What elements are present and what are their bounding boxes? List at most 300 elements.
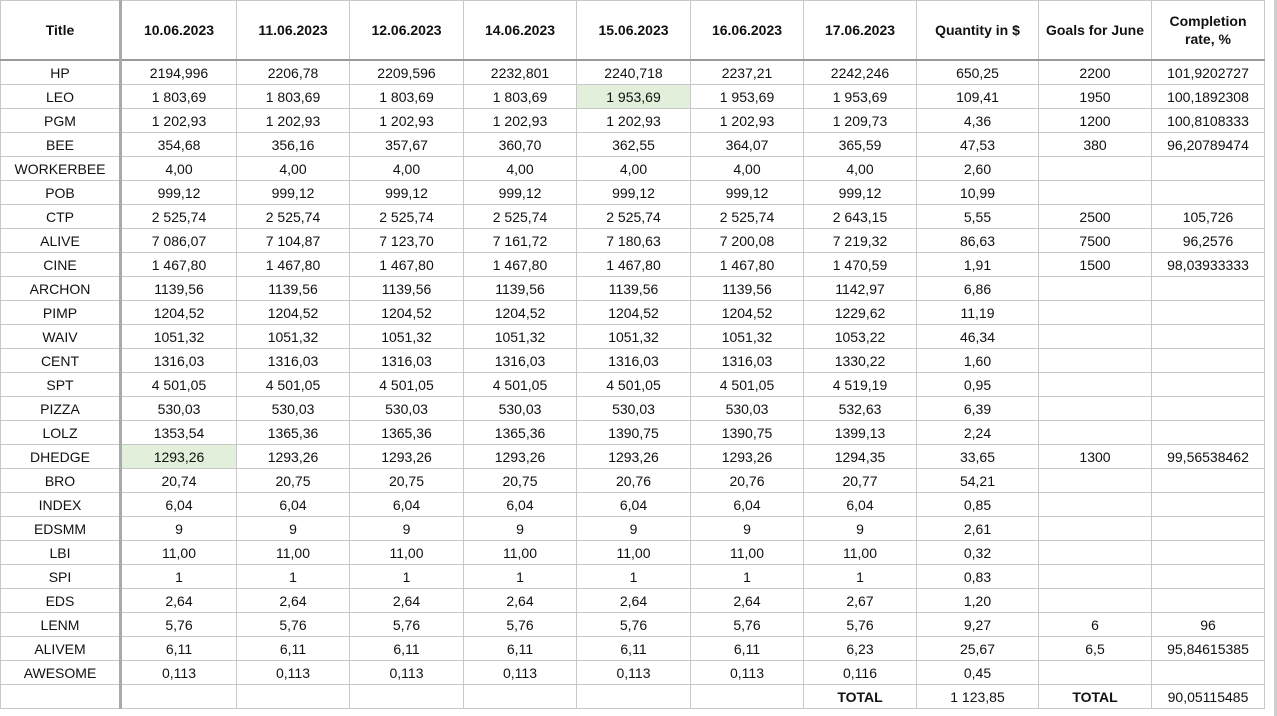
row-title-cell[interactable]: CTP bbox=[1, 205, 121, 229]
data-cell[interactable]: 2,24 bbox=[917, 421, 1039, 445]
data-cell[interactable]: 4 501,05 bbox=[577, 373, 691, 397]
data-cell[interactable]: 1204,52 bbox=[121, 301, 237, 325]
data-cell[interactable]: 6,11 bbox=[691, 637, 804, 661]
data-cell[interactable]: 1365,36 bbox=[350, 421, 464, 445]
data-cell[interactable]: 4 519,19 bbox=[804, 373, 917, 397]
data-cell[interactable]: 1 953,69 bbox=[577, 85, 691, 109]
data-cell[interactable]: 7 219,32 bbox=[804, 229, 917, 253]
row-title-cell[interactable]: LEO bbox=[1, 85, 121, 109]
data-cell[interactable]: 2240,718 bbox=[577, 60, 691, 85]
data-cell[interactable] bbox=[1152, 565, 1265, 589]
data-cell[interactable]: 1330,22 bbox=[804, 349, 917, 373]
header-cell[interactable]: 11.06.2023 bbox=[237, 1, 350, 61]
data-cell[interactable]: 1051,32 bbox=[577, 325, 691, 349]
data-cell[interactable]: 95,84615385 bbox=[1152, 637, 1265, 661]
data-cell[interactable]: 6,04 bbox=[121, 493, 237, 517]
data-cell[interactable]: 1 467,80 bbox=[691, 253, 804, 277]
data-cell[interactable]: 4,00 bbox=[464, 157, 577, 181]
data-cell[interactable]: 20,74 bbox=[121, 469, 237, 493]
header-cell[interactable]: 17.06.2023 bbox=[804, 1, 917, 61]
data-cell[interactable]: 4,00 bbox=[121, 157, 237, 181]
data-cell[interactable]: 1051,32 bbox=[237, 325, 350, 349]
data-cell[interactable]: 650,25 bbox=[917, 60, 1039, 85]
row-title-cell[interactable]: INDEX bbox=[1, 493, 121, 517]
data-cell[interactable]: 999,12 bbox=[121, 181, 237, 205]
empty-cell[interactable] bbox=[577, 685, 691, 709]
data-cell[interactable] bbox=[1039, 517, 1152, 541]
data-cell[interactable]: 2194,996 bbox=[121, 60, 237, 85]
row-title-cell[interactable]: LBI bbox=[1, 541, 121, 565]
data-cell[interactable]: 0,85 bbox=[917, 493, 1039, 517]
data-cell[interactable]: 11,00 bbox=[804, 541, 917, 565]
data-cell[interactable]: 1 bbox=[577, 565, 691, 589]
header-cell[interactable]: 16.06.2023 bbox=[691, 1, 804, 61]
empty-cell[interactable] bbox=[464, 685, 577, 709]
data-cell[interactable]: 357,67 bbox=[350, 133, 464, 157]
total-label[interactable]: TOTAL bbox=[804, 685, 917, 709]
data-cell[interactable]: 47,53 bbox=[917, 133, 1039, 157]
data-cell[interactable]: 4,00 bbox=[577, 157, 691, 181]
data-cell[interactable]: 1 209,73 bbox=[804, 109, 917, 133]
data-cell[interactable]: 2200 bbox=[1039, 60, 1152, 85]
data-cell[interactable]: 999,12 bbox=[350, 181, 464, 205]
row-title-cell[interactable]: CENT bbox=[1, 349, 121, 373]
data-cell[interactable]: 11,00 bbox=[577, 541, 691, 565]
data-cell[interactable]: 1399,13 bbox=[804, 421, 917, 445]
row-title-cell[interactable]: PIZZA bbox=[1, 397, 121, 421]
data-cell[interactable]: 4,36 bbox=[917, 109, 1039, 133]
data-cell[interactable]: 4 501,05 bbox=[121, 373, 237, 397]
data-cell[interactable]: 1300 bbox=[1039, 445, 1152, 469]
data-cell[interactable]: 2,67 bbox=[804, 589, 917, 613]
quantity-total[interactable]: 1 123,85 bbox=[917, 685, 1039, 709]
data-cell[interactable]: 0,113 bbox=[464, 661, 577, 685]
data-cell[interactable]: 20,77 bbox=[804, 469, 917, 493]
total-label[interactable]: TOTAL bbox=[1039, 685, 1152, 709]
data-cell[interactable]: 2237,21 bbox=[691, 60, 804, 85]
data-cell[interactable]: 1139,56 bbox=[237, 277, 350, 301]
data-cell[interactable]: 109,41 bbox=[917, 85, 1039, 109]
data-cell[interactable]: 0,95 bbox=[917, 373, 1039, 397]
data-cell[interactable] bbox=[1152, 277, 1265, 301]
data-cell[interactable]: 1293,26 bbox=[577, 445, 691, 469]
data-cell[interactable] bbox=[1039, 157, 1152, 181]
data-cell[interactable]: 362,55 bbox=[577, 133, 691, 157]
data-cell[interactable]: 1204,52 bbox=[237, 301, 350, 325]
data-cell[interactable]: 86,63 bbox=[917, 229, 1039, 253]
data-cell[interactable]: 11,00 bbox=[691, 541, 804, 565]
data-cell[interactable]: 9 bbox=[464, 517, 577, 541]
data-cell[interactable]: 4 501,05 bbox=[464, 373, 577, 397]
data-cell[interactable]: 1 202,93 bbox=[237, 109, 350, 133]
data-cell[interactable]: 6,11 bbox=[350, 637, 464, 661]
empty-cell[interactable] bbox=[237, 685, 350, 709]
data-cell[interactable]: 6,39 bbox=[917, 397, 1039, 421]
data-cell[interactable]: 1 202,93 bbox=[350, 109, 464, 133]
data-cell[interactable]: 105,726 bbox=[1152, 205, 1265, 229]
header-cell[interactable]: 14.06.2023 bbox=[464, 1, 577, 61]
data-cell[interactable]: 1500 bbox=[1039, 253, 1152, 277]
data-cell[interactable]: 2,64 bbox=[464, 589, 577, 613]
data-cell[interactable]: 100,1892308 bbox=[1152, 85, 1265, 109]
completion-total[interactable]: 90,05115485 bbox=[1152, 685, 1265, 709]
data-cell[interactable]: 354,68 bbox=[121, 133, 237, 157]
data-cell[interactable]: 1293,26 bbox=[464, 445, 577, 469]
row-title-cell[interactable]: POB bbox=[1, 181, 121, 205]
data-cell[interactable]: 9 bbox=[691, 517, 804, 541]
data-cell[interactable] bbox=[1152, 517, 1265, 541]
data-cell[interactable]: 6,5 bbox=[1039, 637, 1152, 661]
data-cell[interactable]: 2242,246 bbox=[804, 60, 917, 85]
data-cell[interactable]: 530,03 bbox=[577, 397, 691, 421]
data-cell[interactable]: 1390,75 bbox=[577, 421, 691, 445]
data-cell[interactable]: 1353,54 bbox=[121, 421, 237, 445]
data-cell[interactable]: 2,64 bbox=[577, 589, 691, 613]
header-cell[interactable]: 15.06.2023 bbox=[577, 1, 691, 61]
data-cell[interactable]: 2 525,74 bbox=[237, 205, 350, 229]
data-cell[interactable]: 9 bbox=[237, 517, 350, 541]
data-cell[interactable]: 1204,52 bbox=[577, 301, 691, 325]
data-cell[interactable] bbox=[1039, 661, 1152, 685]
data-cell[interactable]: 4,00 bbox=[691, 157, 804, 181]
data-cell[interactable] bbox=[1039, 373, 1152, 397]
row-title-cell[interactable]: BEE bbox=[1, 133, 121, 157]
data-cell[interactable]: 6 bbox=[1039, 613, 1152, 637]
data-cell[interactable]: 999,12 bbox=[464, 181, 577, 205]
data-cell[interactable]: 364,07 bbox=[691, 133, 804, 157]
data-cell[interactable]: 1316,03 bbox=[464, 349, 577, 373]
data-cell[interactable]: 1 bbox=[121, 565, 237, 589]
data-cell[interactable]: 6,23 bbox=[804, 637, 917, 661]
data-cell[interactable]: 1316,03 bbox=[577, 349, 691, 373]
data-cell[interactable]: 5,55 bbox=[917, 205, 1039, 229]
data-cell[interactable]: 1 bbox=[804, 565, 917, 589]
header-cell[interactable]: Completion rate, % bbox=[1152, 1, 1265, 61]
data-cell[interactable]: 1051,32 bbox=[350, 325, 464, 349]
header-cell[interactable]: Goals for June bbox=[1039, 1, 1152, 61]
empty-cell[interactable] bbox=[1, 685, 121, 709]
data-cell[interactable] bbox=[1152, 373, 1265, 397]
data-cell[interactable]: 1204,52 bbox=[350, 301, 464, 325]
data-cell[interactable] bbox=[1039, 589, 1152, 613]
data-cell[interactable]: 4,00 bbox=[237, 157, 350, 181]
data-cell[interactable]: 6,11 bbox=[237, 637, 350, 661]
data-cell[interactable]: 1139,56 bbox=[121, 277, 237, 301]
data-cell[interactable]: 9,27 bbox=[917, 613, 1039, 637]
data-cell[interactable]: 530,03 bbox=[121, 397, 237, 421]
data-cell[interactable]: 1 803,69 bbox=[464, 85, 577, 109]
data-cell[interactable]: 6,11 bbox=[464, 637, 577, 661]
data-cell[interactable]: 6,11 bbox=[577, 637, 691, 661]
row-title-cell[interactable]: WORKERBEE bbox=[1, 157, 121, 181]
data-cell[interactable]: 6,04 bbox=[350, 493, 464, 517]
data-cell[interactable]: 1 bbox=[237, 565, 350, 589]
data-cell[interactable]: 1,60 bbox=[917, 349, 1039, 373]
data-cell[interactable]: 1 470,59 bbox=[804, 253, 917, 277]
row-title-cell[interactable]: LENM bbox=[1, 613, 121, 637]
data-cell[interactable]: 0,45 bbox=[917, 661, 1039, 685]
data-cell[interactable]: 1316,03 bbox=[237, 349, 350, 373]
data-cell[interactable] bbox=[1152, 397, 1265, 421]
data-cell[interactable]: 11,00 bbox=[464, 541, 577, 565]
data-cell[interactable]: 5,76 bbox=[237, 613, 350, 637]
data-cell[interactable]: 1 803,69 bbox=[350, 85, 464, 109]
header-cell[interactable]: Title bbox=[1, 1, 121, 61]
data-cell[interactable]: 1 202,93 bbox=[577, 109, 691, 133]
data-cell[interactable]: 0,113 bbox=[577, 661, 691, 685]
data-cell[interactable]: 0,113 bbox=[121, 661, 237, 685]
header-cell[interactable]: Quantity in $ bbox=[917, 1, 1039, 61]
data-cell[interactable]: 96,2576 bbox=[1152, 229, 1265, 253]
data-cell[interactable]: 11,19 bbox=[917, 301, 1039, 325]
data-cell[interactable]: 530,03 bbox=[464, 397, 577, 421]
data-cell[interactable]: 1 803,69 bbox=[237, 85, 350, 109]
header-cell[interactable]: 10.06.2023 bbox=[121, 1, 237, 61]
data-cell[interactable]: 2,60 bbox=[917, 157, 1039, 181]
data-cell[interactable]: 5,76 bbox=[804, 613, 917, 637]
data-cell[interactable] bbox=[1152, 493, 1265, 517]
row-title-cell[interactable]: EDS bbox=[1, 589, 121, 613]
data-cell[interactable] bbox=[1152, 157, 1265, 181]
data-cell[interactable] bbox=[1152, 301, 1265, 325]
data-cell[interactable]: 1139,56 bbox=[577, 277, 691, 301]
data-cell[interactable]: 20,76 bbox=[577, 469, 691, 493]
data-cell[interactable]: 1 bbox=[691, 565, 804, 589]
data-cell[interactable]: 9 bbox=[804, 517, 917, 541]
data-cell[interactable]: 2 525,74 bbox=[577, 205, 691, 229]
empty-cell[interactable] bbox=[350, 685, 464, 709]
data-cell[interactable]: 1365,36 bbox=[464, 421, 577, 445]
data-cell[interactable]: 9 bbox=[121, 517, 237, 541]
data-cell[interactable]: 2,61 bbox=[917, 517, 1039, 541]
data-cell[interactable]: 1 202,93 bbox=[691, 109, 804, 133]
data-cell[interactable]: 0,113 bbox=[237, 661, 350, 685]
data-cell[interactable]: 999,12 bbox=[804, 181, 917, 205]
data-cell[interactable]: 6,86 bbox=[917, 277, 1039, 301]
data-cell[interactable]: 1 467,80 bbox=[577, 253, 691, 277]
data-cell[interactable]: 2 643,15 bbox=[804, 205, 917, 229]
data-cell[interactable]: 1293,26 bbox=[691, 445, 804, 469]
data-cell[interactable]: 9 bbox=[577, 517, 691, 541]
data-cell[interactable]: 25,67 bbox=[917, 637, 1039, 661]
row-title-cell[interactable]: EDSMM bbox=[1, 517, 121, 541]
data-cell[interactable]: 1293,26 bbox=[237, 445, 350, 469]
data-cell[interactable] bbox=[1152, 325, 1265, 349]
data-cell[interactable]: 1200 bbox=[1039, 109, 1152, 133]
data-cell[interactable]: 7 180,63 bbox=[577, 229, 691, 253]
data-cell[interactable] bbox=[1152, 661, 1265, 685]
data-cell[interactable]: 1142,97 bbox=[804, 277, 917, 301]
data-cell[interactable]: 1 467,80 bbox=[121, 253, 237, 277]
data-cell[interactable]: 1 bbox=[350, 565, 464, 589]
data-cell[interactable]: 1,91 bbox=[917, 253, 1039, 277]
row-title-cell[interactable]: CINE bbox=[1, 253, 121, 277]
data-cell[interactable]: 1051,32 bbox=[691, 325, 804, 349]
row-title-cell[interactable]: ALIVEM bbox=[1, 637, 121, 661]
data-cell[interactable]: 0,83 bbox=[917, 565, 1039, 589]
data-cell[interactable]: 1 bbox=[464, 565, 577, 589]
data-cell[interactable]: 0,32 bbox=[917, 541, 1039, 565]
data-cell[interactable] bbox=[1152, 181, 1265, 205]
data-cell[interactable]: 101,9202727 bbox=[1152, 60, 1265, 85]
data-cell[interactable]: 100,8108333 bbox=[1152, 109, 1265, 133]
data-cell[interactable]: 1294,35 bbox=[804, 445, 917, 469]
data-cell[interactable] bbox=[1039, 469, 1152, 493]
data-cell[interactable] bbox=[1152, 349, 1265, 373]
data-cell[interactable]: 54,21 bbox=[917, 469, 1039, 493]
data-cell[interactable]: 1229,62 bbox=[804, 301, 917, 325]
data-cell[interactable]: 33,65 bbox=[917, 445, 1039, 469]
data-cell[interactable]: 7 104,87 bbox=[237, 229, 350, 253]
data-cell[interactable]: 1053,22 bbox=[804, 325, 917, 349]
data-cell[interactable]: 96 bbox=[1152, 613, 1265, 637]
data-cell[interactable]: 380 bbox=[1039, 133, 1152, 157]
data-cell[interactable]: 0,116 bbox=[804, 661, 917, 685]
data-cell[interactable] bbox=[1152, 469, 1265, 493]
data-cell[interactable] bbox=[1039, 277, 1152, 301]
data-cell[interactable]: 1 953,69 bbox=[804, 85, 917, 109]
data-cell[interactable]: 999,12 bbox=[237, 181, 350, 205]
data-cell[interactable]: 1 202,93 bbox=[121, 109, 237, 133]
row-title-cell[interactable]: PIMP bbox=[1, 301, 121, 325]
data-cell[interactable]: 2 525,74 bbox=[691, 205, 804, 229]
data-cell[interactable]: 1 467,80 bbox=[350, 253, 464, 277]
data-cell[interactable]: 2 525,74 bbox=[464, 205, 577, 229]
row-title-cell[interactable]: WAIV bbox=[1, 325, 121, 349]
data-cell[interactable]: 1139,56 bbox=[350, 277, 464, 301]
data-cell[interactable]: 5,76 bbox=[350, 613, 464, 637]
data-cell[interactable]: 6,04 bbox=[577, 493, 691, 517]
data-cell[interactable]: 530,03 bbox=[237, 397, 350, 421]
data-cell[interactable] bbox=[1039, 541, 1152, 565]
data-cell[interactable]: 1 953,69 bbox=[691, 85, 804, 109]
data-cell[interactable]: 1051,32 bbox=[464, 325, 577, 349]
data-cell[interactable]: 2206,78 bbox=[237, 60, 350, 85]
data-cell[interactable]: 7 161,72 bbox=[464, 229, 577, 253]
data-cell[interactable]: 4,00 bbox=[804, 157, 917, 181]
data-cell[interactable]: 11,00 bbox=[350, 541, 464, 565]
data-cell[interactable]: 6,04 bbox=[464, 493, 577, 517]
data-cell[interactable]: 2209,596 bbox=[350, 60, 464, 85]
data-cell[interactable]: 5,76 bbox=[691, 613, 804, 637]
data-cell[interactable]: 7 200,08 bbox=[691, 229, 804, 253]
data-cell[interactable]: 1390,75 bbox=[691, 421, 804, 445]
data-cell[interactable]: 2 525,74 bbox=[121, 205, 237, 229]
data-cell[interactable]: 0,113 bbox=[350, 661, 464, 685]
data-cell[interactable]: 6,04 bbox=[804, 493, 917, 517]
row-title-cell[interactable]: PGM bbox=[1, 109, 121, 133]
row-title-cell[interactable]: SPT bbox=[1, 373, 121, 397]
data-cell[interactable]: 1204,52 bbox=[691, 301, 804, 325]
data-cell[interactable]: 1 467,80 bbox=[237, 253, 350, 277]
data-cell[interactable]: 356,16 bbox=[237, 133, 350, 157]
empty-cell[interactable] bbox=[121, 685, 237, 709]
data-cell[interactable]: 46,34 bbox=[917, 325, 1039, 349]
data-cell[interactable]: 20,75 bbox=[464, 469, 577, 493]
data-cell[interactable]: 20,75 bbox=[237, 469, 350, 493]
data-cell[interactable] bbox=[1039, 565, 1152, 589]
data-cell[interactable]: 1293,26 bbox=[121, 445, 237, 469]
data-cell[interactable]: 4 501,05 bbox=[691, 373, 804, 397]
data-cell[interactable] bbox=[1152, 541, 1265, 565]
data-cell[interactable] bbox=[1039, 421, 1152, 445]
data-cell[interactable]: 4,00 bbox=[350, 157, 464, 181]
data-cell[interactable] bbox=[1039, 325, 1152, 349]
row-title-cell[interactable]: AWESOME bbox=[1, 661, 121, 685]
data-cell[interactable] bbox=[1152, 589, 1265, 613]
data-cell[interactable]: 6,04 bbox=[237, 493, 350, 517]
data-cell[interactable]: 1051,32 bbox=[121, 325, 237, 349]
data-cell[interactable]: 2,64 bbox=[237, 589, 350, 613]
data-cell[interactable]: 2,64 bbox=[121, 589, 237, 613]
data-cell[interactable]: 10,99 bbox=[917, 181, 1039, 205]
data-cell[interactable]: 1316,03 bbox=[121, 349, 237, 373]
data-cell[interactable]: 20,75 bbox=[350, 469, 464, 493]
data-cell[interactable]: 2500 bbox=[1039, 205, 1152, 229]
data-cell[interactable]: 4 501,05 bbox=[350, 373, 464, 397]
data-cell[interactable]: 7 086,07 bbox=[121, 229, 237, 253]
data-cell[interactable]: 11,00 bbox=[237, 541, 350, 565]
data-cell[interactable]: 0,113 bbox=[691, 661, 804, 685]
data-cell[interactable]: 5,76 bbox=[121, 613, 237, 637]
data-cell[interactable]: 1204,52 bbox=[464, 301, 577, 325]
data-cell[interactable]: 1139,56 bbox=[691, 277, 804, 301]
data-cell[interactable]: 1950 bbox=[1039, 85, 1152, 109]
data-cell[interactable]: 2,64 bbox=[691, 589, 804, 613]
data-cell[interactable] bbox=[1039, 493, 1152, 517]
data-cell[interactable]: 6,04 bbox=[691, 493, 804, 517]
data-cell[interactable]: 5,76 bbox=[577, 613, 691, 637]
row-title-cell[interactable]: ALIVE bbox=[1, 229, 121, 253]
row-title-cell[interactable]: BRO bbox=[1, 469, 121, 493]
data-cell[interactable]: 98,03933333 bbox=[1152, 253, 1265, 277]
data-cell[interactable] bbox=[1152, 421, 1265, 445]
data-cell[interactable]: 1316,03 bbox=[691, 349, 804, 373]
row-title-cell[interactable]: ARCHON bbox=[1, 277, 121, 301]
empty-cell[interactable] bbox=[691, 685, 804, 709]
data-cell[interactable] bbox=[1039, 349, 1152, 373]
data-cell[interactable]: 1 467,80 bbox=[464, 253, 577, 277]
data-cell[interactable] bbox=[1039, 181, 1152, 205]
data-cell[interactable]: 96,20789474 bbox=[1152, 133, 1265, 157]
data-cell[interactable]: 360,70 bbox=[464, 133, 577, 157]
data-cell[interactable]: 1 202,93 bbox=[464, 109, 577, 133]
data-cell[interactable]: 4 501,05 bbox=[237, 373, 350, 397]
row-title-cell[interactable]: HP bbox=[1, 60, 121, 85]
data-cell[interactable]: 99,56538462 bbox=[1152, 445, 1265, 469]
data-cell[interactable]: 1293,26 bbox=[350, 445, 464, 469]
data-cell[interactable]: 1316,03 bbox=[350, 349, 464, 373]
data-cell[interactable]: 1365,36 bbox=[237, 421, 350, 445]
data-cell[interactable]: 20,76 bbox=[691, 469, 804, 493]
header-cell[interactable]: 12.06.2023 bbox=[350, 1, 464, 61]
data-cell[interactable]: 9 bbox=[350, 517, 464, 541]
data-cell[interactable]: 1 803,69 bbox=[121, 85, 237, 109]
row-title-cell[interactable]: DHEDGE bbox=[1, 445, 121, 469]
data-cell[interactable]: 2232,801 bbox=[464, 60, 577, 85]
data-cell[interactable] bbox=[1039, 397, 1152, 421]
data-cell[interactable]: 11,00 bbox=[121, 541, 237, 565]
data-cell[interactable]: 2,64 bbox=[350, 589, 464, 613]
data-cell[interactable]: 1,20 bbox=[917, 589, 1039, 613]
data-cell[interactable]: 530,03 bbox=[691, 397, 804, 421]
data-cell[interactable]: 7 123,70 bbox=[350, 229, 464, 253]
data-cell[interactable]: 999,12 bbox=[577, 181, 691, 205]
data-cell[interactable]: 530,03 bbox=[350, 397, 464, 421]
data-cell[interactable] bbox=[1039, 301, 1152, 325]
data-cell[interactable]: 6,11 bbox=[121, 637, 237, 661]
row-title-cell[interactable]: LOLZ bbox=[1, 421, 121, 445]
